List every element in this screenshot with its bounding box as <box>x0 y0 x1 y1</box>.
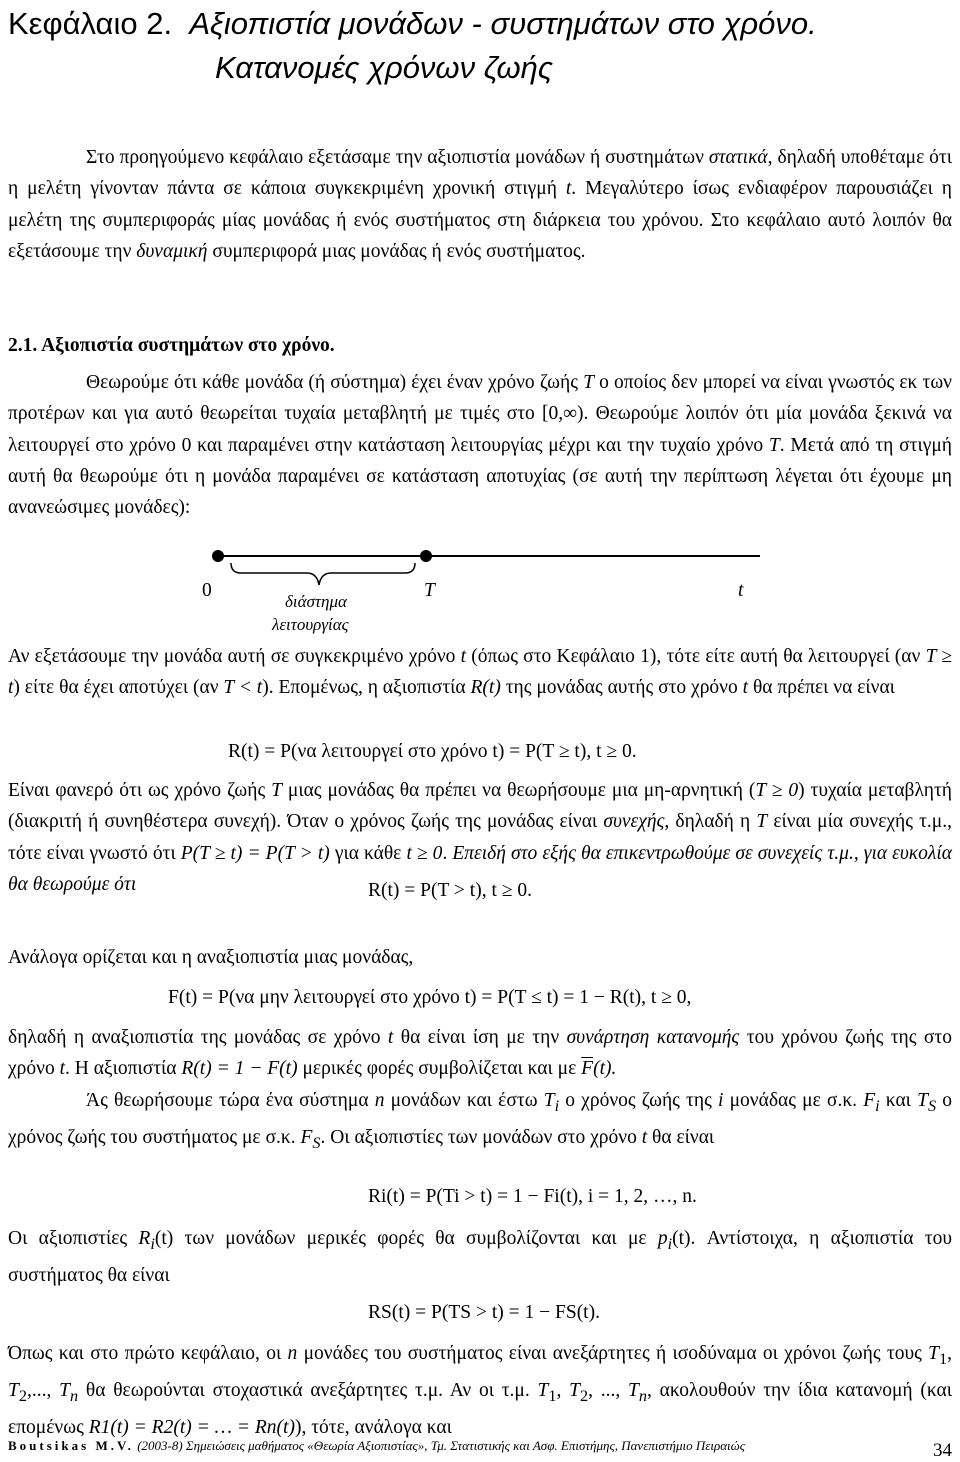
page-footer <box>8 1438 952 1454</box>
system-reliability-paragraph: Οι αξιοπιστίες $R_i(t)$ των μονάδων μερικές φορές θα συμβολίζονται και με $p_i(t)$. Αντίστοιχα, η αξιοπιστία του συστήματος θα είναι <box>8 1228 952 1287</box>
chapter-title <box>8 2 948 90</box>
formula-continuous: R(t) = P(T > t), t ≥ 0. <box>368 880 532 901</box>
independence-paragraph: Όπως και στο πρώτο κεφάλαιο, οι n μονάδες του συστήματος είναι ανεξάρτητες ή ισοδύναμα οι χρόνοι ζωής τους $T_1$, $T_2$,..., $T_n$ θα θεωρούνται στοχαστικά ανεξάρτητες τ.μ. Αν οι τ.μ. $T_1$, $T_2$, ..., $T_n$, ακολουθούν την ίδια κατανομή (και επομένως R1(t) = R2(t) = … = Rn(t)), τότε, ανάλογα και <box>8 1343 953 1439</box>
label-zero: 0 <box>202 580 212 601</box>
lifetime-paragraph: Θεωρούμε ότι κάθε μονάδα (ή σύστημα) έχει έναν χρόνο ζωής T ο οποίος δεν μπορεί να είναι γνωστός εκ των προτέρων και για αυτό θεωρείται τυχαία μεταβλητή με τιμές στο [0,∞). Θεωρούμε λοιπόν ότι μία μονάδα ξεκινά να λειτουργεί στο χρόνο 0 και παραμένει στην κατάσταση λειτουργίας μέχρι και την τυχαίο χρόνο T. Μετά από τη στιγμή αυτή θα θεωρούμε ότι η μονάδα παραμένει σε κατάσταση αποτυχίας (σε αυτή την περίπτωση λέγεται ότι έχουμε μη ανανεώσιμες μονάδες): <box>8 372 952 519</box>
formula-unreliability: F(t) = P(να μην λειτουργεί στο χρόνο t) = P(T ≤ t) = 1 − R(t), t ≥ 0, <box>168 987 692 1008</box>
timeline-svg <box>0 540 960 640</box>
page-number: 34 <box>933 1440 952 1461</box>
chapter-number: Κεφάλαιο 2. <box>8 6 173 41</box>
label-t: t <box>738 580 744 601</box>
chapter-title-line1: Αξιοπιστία μονάδων - συστημάτων στο χρόνο. <box>189 6 817 41</box>
formula-unit-reliability: Ri(t) = P(Ti > t) = 1 − Fi(t), i = 1, 2, …, n. <box>368 1186 697 1207</box>
formula-reliability: R(t) = P(να λειτουργεί στο χρόνο t) = P(T ≥ t), t ≥ 0. <box>228 741 637 762</box>
chapter-title-line2: Κατανομές χρόνων ζωής <box>215 50 553 85</box>
nonnegative-paragraph: Είναι φανερό ότι ως χρόνο ζωής T μιας μονάδας θα πρέπει να θεωρήσουμε μια μη-αρνητική (T ≥ 0) τυχαία μεταβλητή (διακριτή ή συνηθέστερα συνεχή). Όταν ο χρόνος ζωής της μονάδας είναι συνεχής, δηλαδή η T είναι μία συνεχής τ.μ., τότε είναι γνωστό ότι P(T ≥ t) = P(T > t) για κάθε t ≥ 0. Επειδή στο εξής θα επικεντρωθούμε σε συνεχείς τ.μ., για ευκολία θα θεωρούμε ότι <box>8 780 953 895</box>
brace-label-1: διάστημα <box>285 592 347 611</box>
system-paragraph: Άς θεωρήσουμε τώρα ένα σύστημα n μονάδων και έστω $T_i$ ο χρόνος ζωής της i μονάδας με σ.κ. $F_i$ και $T_S$ ο χρόνος ζωής του συστήματος με σ.κ. $F_S$. Οι αξιοπιστίες των μονάδων στο χρόνο t θα είναι <box>8 1090 952 1153</box>
intro-paragraph: Στο προηγούμενο κεφάλαιο εξετάσαμε την αξιοπιστία μονάδων ή συστημάτων στατικά, δηλαδή υποθέταμε ότι η μελέτη γίνονταν πάντα σε κάποια συγκεκριμένη χρονική στιγμή t. Μεγαλύτερο ίσως ενδιαφέρον παρουσιάζει η μελέτη της συμπεριφοράς μίας μονάδας ή ενός συστήματος στη διάρκεια του χρόνου. Στο κεφάλαιο αυτό λοιπόν θα εξετάσουμε την δυναμική συμπεριφορά μιας μονάδας ή ενός συστήματος. <box>8 147 952 262</box>
timeline-diagram <box>0 540 960 640</box>
unreliability-intro: Ανάλογα ορίζεται και η αναξιοπιστία μιας μονάδας, <box>8 947 414 968</box>
brace-label-2: λειτουργίας <box>272 615 349 634</box>
timeline-start-dot <box>212 550 224 562</box>
footer-text: (2003-8) Σημειώσεις μαθήματος «Θεωρία Αξιοπιστίας», Τμ. Στατιστικής και Ασφ. Επιστήμης, Πανεπιστήμιο Πειραιώς <box>133 1438 745 1453</box>
formula-system-reliability: RS(t) = P(TS > t) = 1 − FS(t). <box>368 1302 600 1323</box>
brace-shape <box>231 563 415 585</box>
distribution-paragraph: δηλαδή η αναξιοπιστία της μονάδας σε χρόνο t θα είναι ίση με την συνάρτηση κατανομής του χρόνου ζωής της στο χρόνο t. Η αξιοπιστία R(t) = 1 − F(t) μερικές φορές συμβολίζεται και με $\overline{F}(t)$. <box>8 1027 952 1080</box>
footer-author: Boutsikas M.V. <box>8 1438 134 1453</box>
reliability-paragraph: Αν εξετάσουμε την μονάδα αυτή σε συγκεκριμένο χρόνο t (όπως στο Κεφάλαιο 1), τότε είτε αυτή θα λειτουργεί (αν T ≥ t) είτε θα έχει αποτύχει (αν T < t). Επομένως, η αξιοπιστία R(t) της μονάδας αυτής στο χρόνο t θα πρέπει να είναι <box>8 646 952 699</box>
timeline-T-dot <box>420 550 432 562</box>
label-T: T <box>424 580 435 601</box>
section-heading: 2.1. Αξιοπιστία συστημάτων στο χρόνο. <box>8 335 335 356</box>
